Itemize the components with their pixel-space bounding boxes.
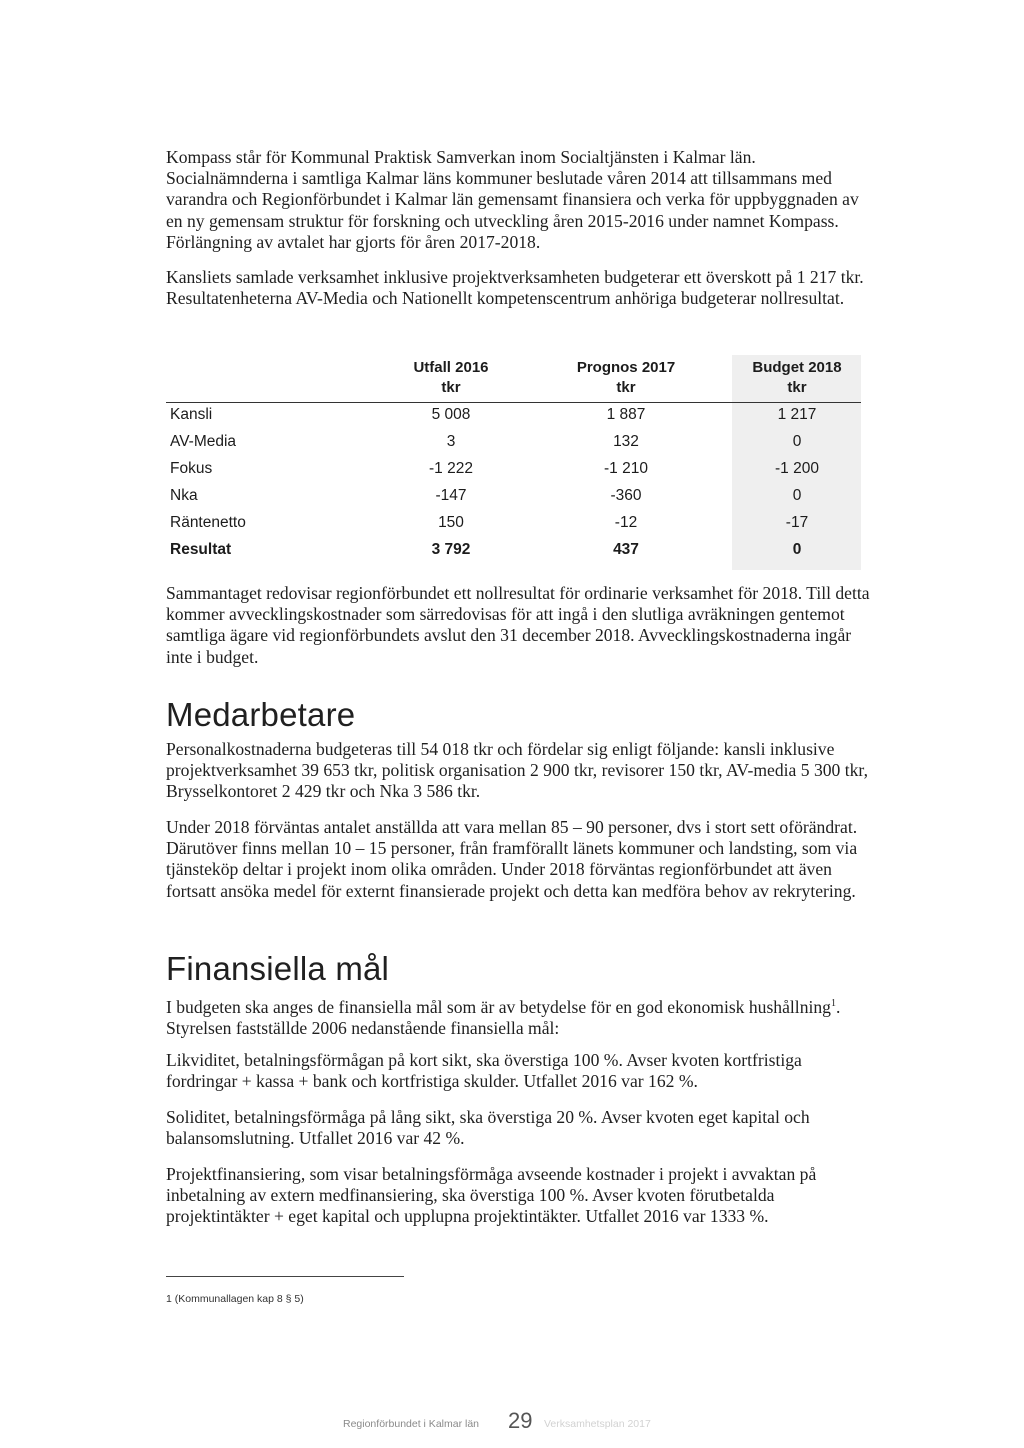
medarbetare-paragraph-2: Under 2018 förväntas antalet anställda att vara mellan 85 – 90 personer, dvs i stort sett oförändrat. Därutöver finns mellan 10 – 15 personer, från framförallt länets kommuner och landsting, som via tjänsteköp deltar i projekt inom olika områden. Under 2018 förväntas regionförbundet att även fortsatt ansöka medel för externt finansierade projekt och detta kan medföra behov av rekrytering. xyxy=(166,817,858,901)
cell-prognos: 1 887 xyxy=(606,406,646,423)
table-row xyxy=(166,509,861,536)
cell-budget: -1 200 xyxy=(775,460,819,477)
cell-prognos: -1 210 xyxy=(604,460,648,477)
intro-paragraph-2: Kansliets samlade verksamhet inklusive projektverksamheten budgeterar ett överskott på 1 217 tkr. Resultatenheterna AV-Media och Nationellt kompetenscentrum anhöriga budgeterar nollresultat. xyxy=(166,267,864,309)
footnote: 1 (Kommunallagen kap 8 § 5) xyxy=(166,1293,304,1305)
table-header-budget: Budget 2018 tkr xyxy=(752,359,842,396)
row-label: Kansli xyxy=(170,406,213,423)
cell-utfall: 3 xyxy=(446,433,456,450)
row-label: AV-Media xyxy=(170,433,237,450)
cell-budget: 1 217 xyxy=(777,406,817,423)
budget-table xyxy=(166,355,861,570)
row-label: Räntenetto xyxy=(170,514,246,531)
cell-prognos: 132 xyxy=(613,433,639,450)
cell-utfall: -1 222 xyxy=(429,460,473,477)
cell-prognos: 437 xyxy=(613,541,639,558)
heading-medarbetare: Medarbetare xyxy=(166,696,356,733)
footnote-marker: 1 xyxy=(830,998,836,1009)
finansiella-paragraph-3: Soliditet, betalningsförmåga på lång sikt, ska överstiga 20 %. Avser kvoten eget kapital och balansomslutning. Utfallet 2016 var 42 %. xyxy=(166,1107,810,1149)
row-label: Fokus xyxy=(170,460,213,477)
cell-prognos: -12 xyxy=(614,514,638,531)
cell-budget: 0 xyxy=(792,541,802,558)
row-label: Nka xyxy=(170,487,198,504)
row-label: Resultat xyxy=(170,541,232,558)
medarbetare-paragraph-1: Personalkostnaderna budgeteras till 54 018 tkr och fördelar sig enligt följande: kansli inklusive projektverksamhet 39 653 tkr, politisk organisation 2 900 tkr, revisorer 150 tkr, AV-media 5 300 tkr, Brysselkontoret 2 429 tkr och Nka 3 586 tkr. xyxy=(166,739,868,802)
cell-utfall: 5 008 xyxy=(431,406,471,423)
footer-organisation: Regionförbundet i Kalmar län xyxy=(343,1418,479,1430)
cell-budget: -17 xyxy=(785,514,809,531)
cell-utfall: 3 792 xyxy=(431,541,471,558)
table-header-prognos: Prognos 2017 tkr xyxy=(576,359,676,396)
cell-budget: 0 xyxy=(792,433,802,450)
cell-budget: 0 xyxy=(792,487,802,504)
table-row-total xyxy=(166,536,861,563)
finansiella-paragraph-2: Likviditet, betalningsförmågan på kort sikt, ska överstiga 100 %. Avser kvoten kortfristiga fordringar + kassa + bank och kortfristiga skulder. Utfallet 2016 var 162 %. xyxy=(166,1050,802,1092)
footer-document-title: Verksamhetsplan 2017 xyxy=(544,1418,651,1430)
cell-prognos: -360 xyxy=(610,487,642,504)
table-row xyxy=(166,428,861,455)
cell-utfall: 150 xyxy=(438,514,464,531)
page-number: 29 xyxy=(508,1408,533,1433)
after-table-paragraph: Sammantaget redovisar regionförbundet ett nollresultat för ordinarie verksamhet för 2018. Till detta kommer avvecklingskostnader som särredovisas för att ingå i den slutliga avräkningen gentemot samtliga ägare vid regionförbundets avslut den 31 december 2018. Avvecklingskostnaderna ingår inte i budget. xyxy=(166,583,870,667)
heading-finansiella-mal: Finansiella mål xyxy=(166,950,390,987)
finansiella-paragraph-4: Projektfinansiering, som visar betalningsförmåga avseende kostnader i projekt i avvaktan på inbetalning av extern medfinansiering, ska överstiga 100 %. Avser kvoten förutbetalda projektintäkter + eget kapital och upplupna projektintäkter. Utfallet 2016 var 1333 %. xyxy=(166,1164,817,1227)
table-row xyxy=(166,401,861,428)
footnote-rule xyxy=(166,1276,404,1277)
table-row xyxy=(166,482,861,509)
intro-paragraph-1: Kompass står för Kommunal Praktisk Samverkan inom Socialtjänsten i Kalmar län. Socialnämnderna i samtliga Kalmar läns kommuner beslutade våren 2014 att tillsammans med varandra och Regionförbundet i Kalmar län gemensamt finansiera och verka för uppbyggnaden av en ny gemensam struktur för forskning och utveckling åren 2015-2016 under namnet Kompass. Förlängning av avtalet har gjorts för åren 2017-2018. xyxy=(166,147,859,252)
table-header-utfall: Utfall 2016 tkr xyxy=(413,359,489,396)
cell-utfall: -147 xyxy=(435,487,467,504)
table-row xyxy=(166,455,861,482)
finansiella-paragraph-1: I budgeten ska anges de finansiella mål som är av betydelse för en god ekonomisk hushållning$^1$. Styrelsen fastställde 2006 nedanstående finansiella mål: xyxy=(166,996,841,1039)
